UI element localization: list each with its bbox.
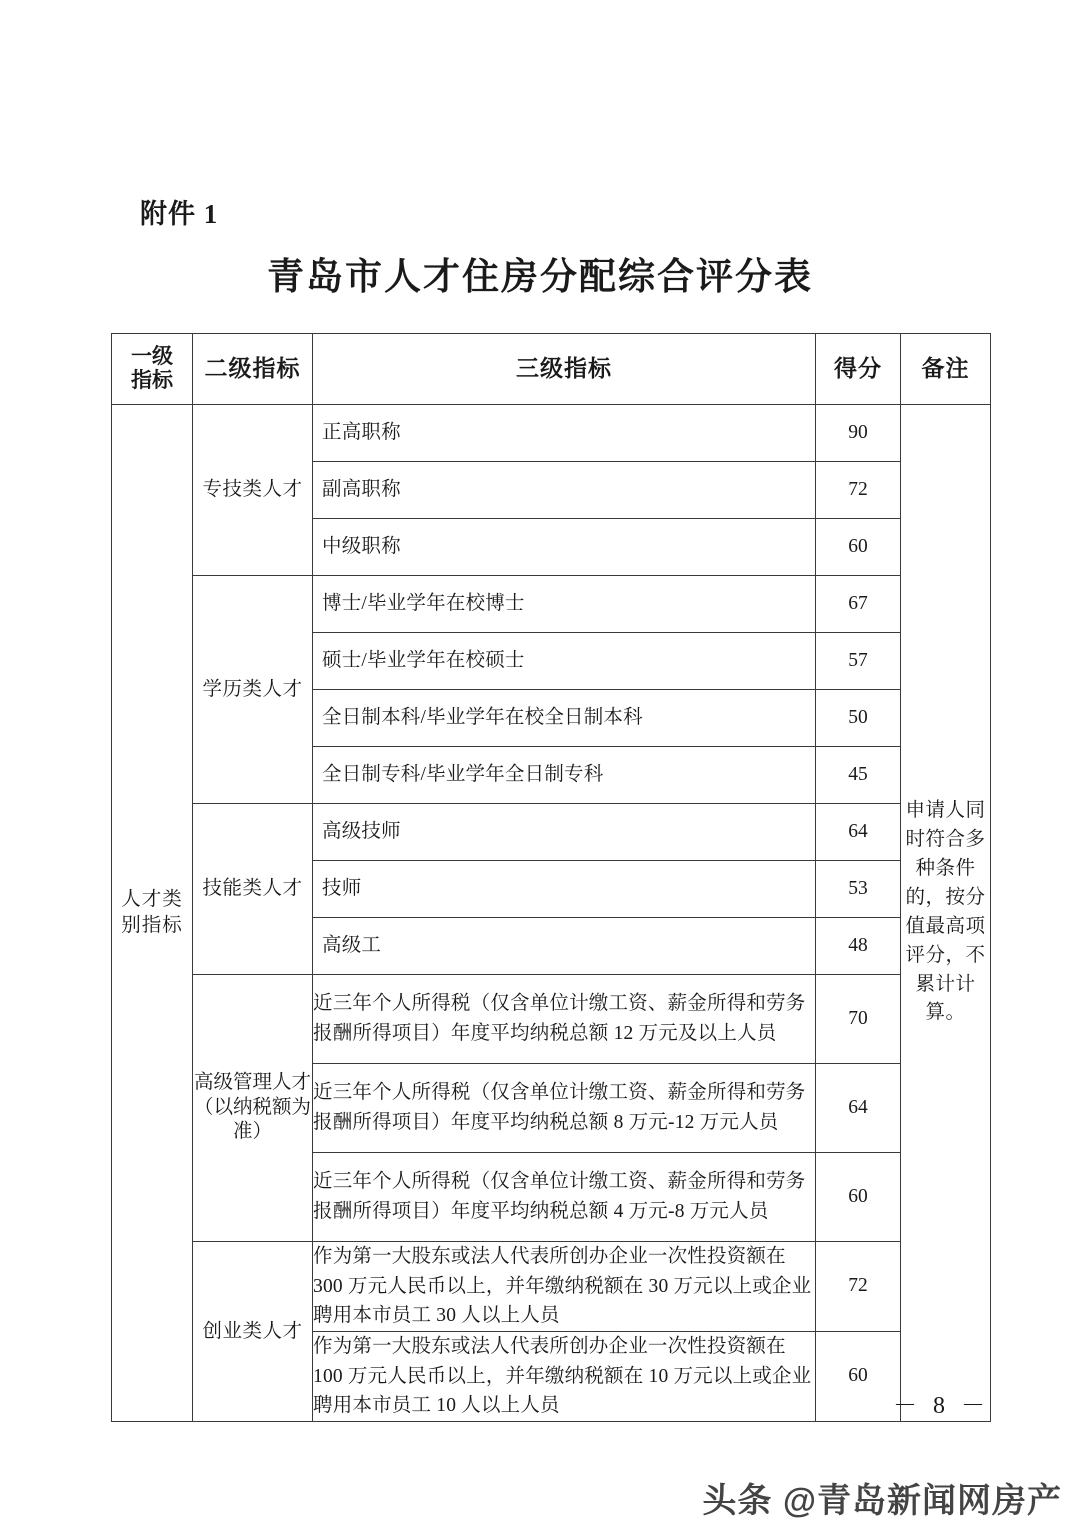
header-level1-line1: 一级 (131, 345, 173, 369)
score-value: 57 (816, 633, 901, 690)
score-value: 48 (816, 918, 901, 975)
score-value: 70 (816, 975, 901, 1064)
level2-group-management: 高级管理人才（以纳税额为准） (193, 975, 313, 1242)
score-value: 50 (816, 690, 901, 747)
level3-desc: 技师 (313, 861, 816, 918)
talent-housing-score-table (111, 333, 991, 1422)
header-score: 得分 (816, 334, 901, 405)
table-row (112, 804, 991, 861)
table-row (112, 576, 991, 633)
level3-desc: 高级工 (313, 918, 816, 975)
score-value: 72 (816, 1242, 901, 1332)
score-value: 64 (816, 804, 901, 861)
table-row (112, 405, 991, 462)
level3-desc: 博士/毕业学年在校博士 (313, 576, 816, 633)
score-value: 60 (816, 519, 901, 576)
score-value: 60 (816, 1331, 901, 1421)
score-value: 53 (816, 861, 901, 918)
header-level1 (112, 334, 193, 405)
level2-group-professional: 专技类人才 (193, 405, 313, 576)
level3-desc: 全日制本科/毕业学年在校全日制本科 (313, 690, 816, 747)
level1-indicator-cell: 人才类别指标 (112, 405, 193, 1422)
header-level3: 三级指标 (313, 334, 816, 405)
level3-desc: 副高职称 (313, 462, 816, 519)
level3-desc: 高级技师 (313, 804, 816, 861)
table-header-row (112, 334, 991, 405)
page-number: － 8 － (893, 1393, 990, 1419)
score-value: 90 (816, 405, 901, 462)
level3-desc: 中级职称 (313, 519, 816, 576)
score-value: 64 (816, 1064, 901, 1153)
level2-group-entrepreneur: 创业类人才 (193, 1242, 313, 1422)
header-remark: 备注 (901, 334, 991, 405)
score-value: 72 (816, 462, 901, 519)
score-value: 45 (816, 747, 901, 804)
page-title: 青岛市人才住房分配综合评分表 (267, 256, 813, 297)
header-level1-line2: 指标 (131, 369, 173, 392)
table-row (112, 975, 991, 1064)
header-level2: 二级指标 (193, 334, 313, 405)
watermark: 头条 @青岛新闻网房产 (702, 1482, 1062, 1520)
level3-desc: 硕士/毕业学年在校硕士 (313, 633, 816, 690)
score-table-container (111, 333, 990, 1422)
level3-desc: 近三年个人所得税（仅含单位计缴工资、薪金所得和劳务报酬所得项目）年度平均纳税总额 12 万元及以上人员 (313, 975, 816, 1064)
score-value: 67 (816, 576, 901, 633)
level3-desc: 近三年个人所得税（仅含单位计缴工资、薪金所得和劳务报酬所得项目）年度平均纳税总额 8 万元-12 万元人员 (313, 1064, 816, 1153)
level2-group-education: 学历类人才 (193, 576, 313, 804)
level3-desc: 全日制专科/毕业学年全日制专科 (313, 747, 816, 804)
remark-cell: 申请人同时符合多种条件的，按分值最高项评分，不累计计算。 (901, 405, 991, 1422)
table-row (112, 1242, 991, 1332)
attachment-label: 附件 1 (140, 199, 219, 229)
score-value: 60 (816, 1153, 901, 1242)
level2-group-skill: 技能类人才 (193, 804, 313, 975)
level3-desc: 作为第一大股东或法人代表所创办企业一次性投资额在 300 万元人民币以上，并年缴纳税额在 30 万元以上或企业聘用本市员工 30 人以上人员 (313, 1242, 816, 1332)
level3-desc: 近三年个人所得税（仅含单位计缴工资、薪金所得和劳务报酬所得项目）年度平均纳税总额 4 万元-8 万元人员 (313, 1153, 816, 1242)
level3-desc: 正高职称 (313, 405, 816, 462)
level3-desc: 作为第一大股东或法人代表所创办企业一次性投资额在 100 万元人民币以上，并年缴纳税额在 10 万元以上或企业聘用本市员工 10 人以上人员 (313, 1331, 816, 1421)
